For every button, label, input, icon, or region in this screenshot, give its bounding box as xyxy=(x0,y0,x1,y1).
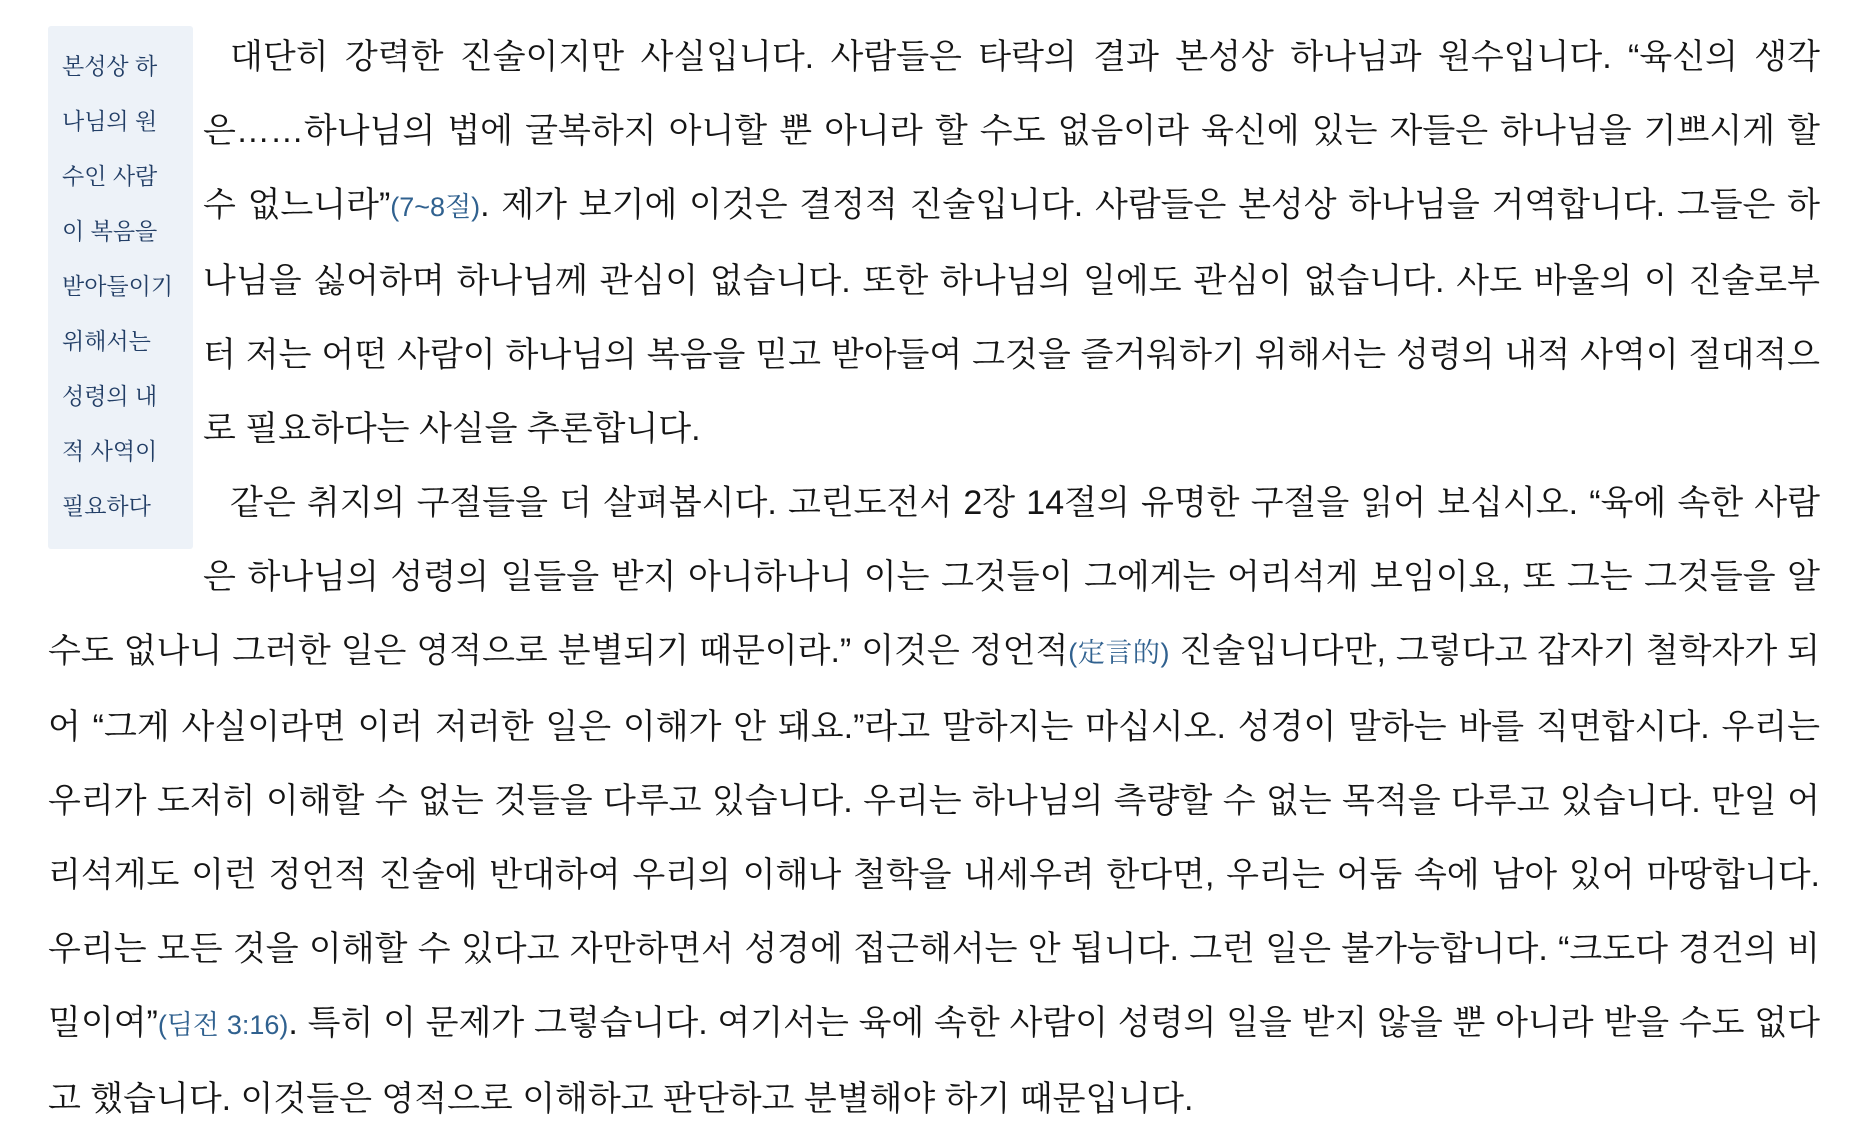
margin-note-text: 본성상 하나님의 원수인 사람이 복음을 받아들이기 위해서는 성령의 내적 사역이 필요하다 xyxy=(62,53,174,519)
text-segment: . 제가 보기에 이것은 결정적 진술입니다. 사람들은 본성상 하나님을 거역합니다. 그들은 하나님을 싫어하며 하나님께 관심이 없습니다. 또한 하나님의 일에도 관심이 없습니다. 사도 바울의 이 진술로부터 저는 어떤 사람이 하나님의 복음을 믿고 받아들여 그것을 즐거워하기 위해서는 성령의 내적 사역이 절대적으로 필요하다는 사실을 추론합니다. xyxy=(203,186,1820,448)
paragraph xyxy=(48,20,1820,466)
scripture-ref[interactable]: (딤전 3:16) xyxy=(157,1010,289,1040)
text-segment: 같은 취지의 구절들을 더 살펴봅시다. 고린도전서 2장 14절의 유명한 구절을 읽어 보십시오. “육에 속한 사람은 하나님의 성령의 일들을 받지 아니하나니 이는 그것들이 그에게는 어리석게 보임이요, 또 그는 그것들을 알 수도 없나니 그러한 일은 영적으로 분별되기 때문이라.” 이것은 정언적 xyxy=(48,484,1820,670)
text-segment: 진술입니다만, 그렇다고 갑자기 철학자가 되어 “그게 사실이라면 이러 저러한 일은 이해가 안 돼요.”라고 말하지는 마십시오. 성경이 말하는 바를 직면합시다. 우리는 우리가 도저히 이해할 수 없는 것들을 다루고 있습니다. 우리는 하나님의 측량할 수 없는 목적을 다루고 있습니다. 만일 어리석게도 이런 정언적 진술에 반대하여 우리의 이해나 철학을 내세우려 한다면, 우리는 어둠 속에 남아 있어 마땅합니다. 우리는 모든 것을 이해할 수 있다고 자만하면서 성경에 접근해서는 안 됩니다. 그런 일은 불가능합니다. “크도다 경건의 비밀이여” xyxy=(48,632,1821,1042)
text-segment: 대단히 강력한 진술이지만 사실입니다. 사람들은 타락의 결과 본성상 하나님과 원수입니다. “육신의 생각은……하나님의 법에 굴복하지 아니할 뿐 아니라 할 수도 없음이라 육신에 있는 자들은 하나님을 기쁘시게 할 수 없느니라” xyxy=(203,38,1820,224)
text-segment: . 특히 이 문제가 그렇습니다. 여기서는 육에 속한 사람이 성령의 일을 받지 않을 뿐 아니라 받을 수도 없다고 했습니다. 이것들은 영적으로 이해하고 판단하고 분별해야 하기 때문입니다. xyxy=(48,1004,1820,1118)
paragraph xyxy=(48,466,1820,1126)
scripture-ref[interactable]: (7~8절) xyxy=(390,192,481,222)
margin-note xyxy=(48,26,193,549)
body-text xyxy=(48,20,1820,1126)
scripture-ref[interactable]: (定言的) xyxy=(1068,638,1170,668)
